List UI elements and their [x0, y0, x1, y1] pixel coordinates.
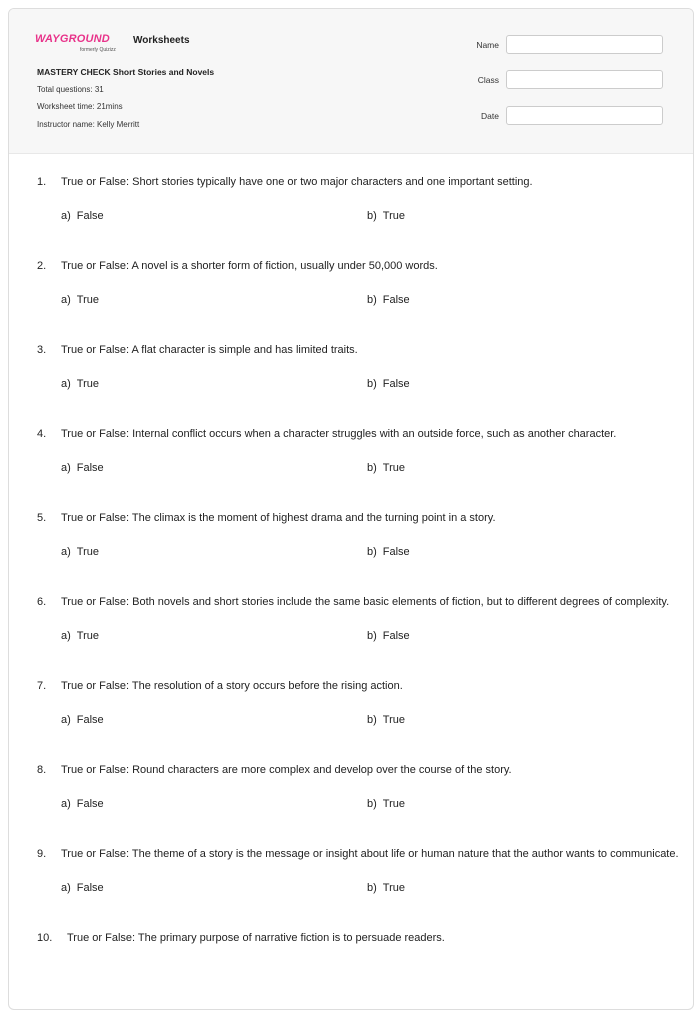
question-text: True or False: Internal conflict occurs when a character struggles with an outside force, such as another character. — [61, 428, 617, 440]
question-text: True or False: Short stories typically have one or two major characters and one important setting. — [61, 176, 533, 188]
option-text: False — [76, 210, 104, 222]
option-text: False — [76, 714, 104, 726]
option-text: True — [76, 630, 99, 642]
option-letter: a) — [61, 714, 71, 726]
question-text: True or False: The theme of a story is the message or insight about life or human nature that the author wants to communicate. — [61, 848, 679, 860]
option-letter: b) — [367, 546, 377, 558]
answer-options — [9, 878, 693, 898]
option-a[interactable] — [61, 878, 104, 898]
option-letter: a) — [61, 798, 71, 810]
answer-options — [9, 206, 693, 226]
question-text: True or False: The resolution of a story occurs before the rising action. — [61, 680, 403, 692]
option-a[interactable] — [61, 206, 104, 226]
option-letter: a) — [61, 378, 71, 390]
answer-options — [9, 458, 693, 478]
question-number: 2. — [37, 260, 47, 272]
question-number: 8. — [37, 764, 47, 776]
option-b[interactable] — [367, 290, 410, 310]
option-letter: b) — [367, 462, 377, 474]
option-letter: a) — [61, 210, 71, 222]
name-input[interactable] — [506, 35, 663, 54]
instructor-name: Instructor name: Kelly Merritt — [37, 120, 140, 129]
question-item — [9, 676, 693, 730]
date-label: Date — [481, 111, 499, 121]
option-letter: a) — [61, 630, 71, 642]
option-text: False — [382, 630, 410, 642]
question-item — [9, 508, 693, 562]
question-item — [9, 256, 693, 310]
name-label: Name — [476, 40, 499, 50]
logo-subtitle: formerly Quizizz — [80, 47, 116, 53]
question-text: True or False: A flat character is simple and has limited traits. — [61, 344, 358, 356]
question-item — [9, 172, 693, 226]
question-text: True or False: Round characters are more complex and develop over the course of the story. — [61, 764, 512, 776]
date-input[interactable] — [506, 106, 663, 125]
option-b[interactable] — [367, 206, 405, 226]
question-number: 3. — [37, 344, 47, 356]
option-a[interactable] — [61, 458, 104, 478]
option-b[interactable] — [367, 794, 405, 814]
option-b[interactable] — [367, 878, 405, 898]
option-text: True — [382, 798, 405, 810]
option-letter: b) — [367, 882, 377, 894]
option-text: True — [76, 546, 99, 558]
question-item — [9, 928, 693, 948]
class-input[interactable] — [506, 70, 663, 89]
option-text: False — [382, 546, 410, 558]
option-text: True — [76, 294, 99, 306]
option-letter: b) — [367, 798, 377, 810]
answer-options — [9, 626, 693, 646]
question-item — [9, 424, 693, 478]
option-a[interactable] — [61, 794, 104, 814]
question-text: True or False: The primary purpose of narrative fiction is to persuade readers. — [67, 932, 445, 944]
option-b[interactable] — [367, 374, 410, 394]
option-a[interactable] — [61, 542, 99, 562]
option-text: True — [76, 378, 99, 390]
app-name: Worksheets — [133, 35, 190, 46]
question-number: 7. — [37, 680, 47, 692]
option-b[interactable] — [367, 458, 405, 478]
option-letter: b) — [367, 630, 377, 642]
option-text: False — [382, 378, 410, 390]
option-a[interactable] — [61, 290, 99, 310]
option-letter: b) — [367, 378, 377, 390]
question-number: 9. — [37, 848, 47, 860]
option-text: True — [382, 210, 405, 222]
answer-options — [9, 374, 693, 394]
option-text: False — [76, 462, 104, 474]
worksheet-title: MASTERY CHECK Short Stories and Novels — [37, 67, 215, 77]
option-letter: a) — [61, 882, 71, 894]
option-text: False — [382, 294, 410, 306]
question-text: True or False: The climax is the moment of highest drama and the turning point in a story. — [61, 512, 496, 524]
option-text: False — [76, 882, 104, 894]
wayground-logo — [35, 33, 135, 59]
question-item — [9, 760, 693, 814]
option-a[interactable] — [61, 710, 104, 730]
answer-options — [9, 794, 693, 814]
option-letter: b) — [367, 210, 377, 222]
worksheet-time: Worksheet time: 21mins — [37, 102, 123, 111]
question-number: 1. — [37, 176, 47, 188]
option-text: False — [76, 798, 104, 810]
question-item — [9, 592, 693, 646]
question-number: 10. — [37, 932, 53, 944]
option-b[interactable] — [367, 710, 405, 730]
option-letter: a) — [61, 294, 71, 306]
question-text: True or False: A novel is a shorter form of fiction, usually under 50,000 words. — [61, 260, 438, 272]
question-number: 6. — [37, 596, 47, 608]
question-item — [9, 340, 693, 394]
worksheet-card — [8, 8, 694, 1010]
total-questions: Total questions: 31 — [37, 85, 104, 94]
question-list — [9, 172, 693, 978]
option-a[interactable] — [61, 626, 99, 646]
option-b[interactable] — [367, 542, 410, 562]
option-letter: a) — [61, 462, 71, 474]
answer-options — [9, 542, 693, 562]
logo-wordmark: WAYGROUND — [35, 33, 110, 45]
answer-options — [9, 710, 693, 730]
option-letter: b) — [367, 714, 377, 726]
question-number: 5. — [37, 512, 47, 524]
question-text: True or False: Both novels and short stories include the same basic elements of fiction, but to different degrees of complexity. — [61, 596, 670, 608]
option-b[interactable] — [367, 626, 410, 646]
option-text: True — [382, 882, 405, 894]
question-number: 4. — [37, 428, 47, 440]
answer-options — [9, 290, 693, 310]
option-letter: a) — [61, 546, 71, 558]
question-item — [9, 844, 693, 898]
option-text: True — [382, 714, 405, 726]
option-text: True — [382, 462, 405, 474]
class-label: Class — [477, 75, 499, 85]
option-a[interactable] — [61, 374, 99, 394]
option-letter: b) — [367, 294, 377, 306]
worksheet-header — [9, 9, 693, 154]
